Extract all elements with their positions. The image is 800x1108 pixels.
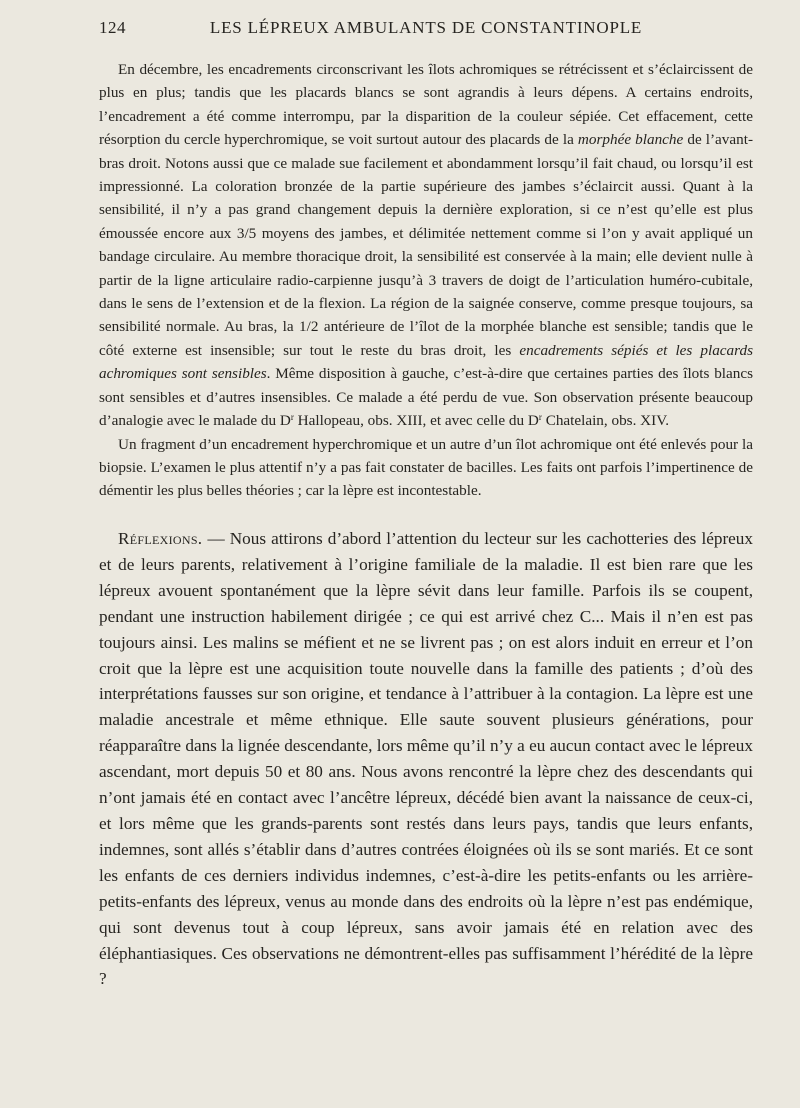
observation-paragraph-2: Un fragment d’un encadrement hyperchromique et un autre d’un îlot achromique ont été enlevés pour la biopsie. L’examen le plus attentif n’y a pas fait constater de bacilles. Les faits ont parfois l’impertinence de démentir les plus belles théories ; car la lèpre est incontestable.: [99, 435, 753, 500]
running-head: [99, 18, 753, 44]
italic-phrase: encadrements sépiés et les placards achromiques sont sensibles: [99, 341, 753, 383]
reflexions-heading: Réflexions.: [118, 529, 203, 548]
observation-text: [99, 58, 753, 503]
text-run: de l’avant-bras droit. Notons aussi que ce malade sue facilement et abondamment lorsqu’il fait chaud, ou lorsqu’il est impressionné. La coloration bronzée de la partie supérieure des jambes s’éclaircit aussi. Quant à la sensibilité, il n’y a pas grand changement depuis la dernière exploration, si ce n’est qu’elle est plus émoussée encore aux 3/5 moyens des jambes, et délimitée nettement comme si l’on y avait appliqué un bandage circulaire. Au membre thoracique droit, la sensibilité est conservée à la main; elle devient nulle à partir de la ligne articulaire radio-carpienne jusqu’à 3 travers de doigt de l’articulation huméro-cubitale, dans le sens de l’extension et de la flexion. La région de la saignée conserve, comme presque toujours, sa sensibilité normale. Au bras, la 1/2 antérieure de l’îlot de la morphée blanche est sensible; tandis que le côté externe est insensible; sur tout le reste du bras droit, les: [99, 131, 754, 359]
text-run: . Même disposition à gauche, c’est-à-dire que certaines parties des îlots blancs sont sensibles et d’autres insensibles. Ce malade a été perdu de vue. Son observation présente beaucoup d’analogie avec le malade du D: [99, 365, 753, 430]
running-title: LES LÉPREUX AMBULANTS DE CONSTANTINOPLE: [209, 18, 643, 37]
page-number: 124: [99, 18, 126, 37]
observation-paragraph-1: [99, 58, 753, 433]
reflexions-body: — Nous attirons d’abord l’attention du lecteur sur les cachotteries des lépreux et de leurs parents, relativement à l’origine familiale de la maladie. Il est bien rare que les lépreux avouent spontanément que la lèpre sévit dans leur famille. Parfois ils se coupent, pendant une instruction habilement dirigée ; ce qui est arrivé chez C... Mais il n’en est pas toujours ainsi. Les malins se méfient et ne se livrent pas ; on est alors induit en erreur et l’on croit que la lèpre est une acquisition toute nouvelle dans la famille des patients ; d’où des interprétations fausses sur son origine, et tendance à l’attribuer à la contagion. La lèpre est une maladie ancestrale et même ethnique. Elle saute souvent plusieurs générations, pour réapparaître dans la lignée descendante, lors même qu’il n’y a eu aucun contact avec le lépreux ascendant, mort depuis 50 et 80 ans. Nous avons rencontré la lèpre chez des descendants qui n’ont jamais été en contact avec l’ancêtre lépreux, décédé bien avant la naissance de ceux-ci, et lors même que les grands-parents sont restés dans leurs pays, tandis que leurs enfants, indemnes, sont allés s’établir dans d’autres contrées éloignées où ils se sont mariés. Et ce sont les enfants de ces derniers individus indemnes, c’est-à-dire les petits-enfants ou les arrière-petits-enfants des lépreux, venus au monde dans des endroits où la lèpre n’est pas endémique, qui sont devenus tout à coup lépreux, sans avoir jamais été en relation avec des éléphantiasiques. Ces observations ne démontrent-elles pas suffisamment l’hérédité de la lèpre ?: [99, 529, 753, 989]
text-run: En décembre, les encadrements circonscrivant les îlots achromiques se rétrécissent et s’éclaircissent de plus en plus; tandis que les placards blancs se sont agrandis à leurs dépens. A certains endroits, l’encadrement a été comme interrompu, par la disparition de la couleur sépiée. Cet effacement, cette résorption du cercle hyperchromique, se voit surtout autour des placards de la: [99, 61, 753, 149]
superscript: r: [290, 412, 294, 423]
superscript: r: [538, 412, 542, 423]
text-run: Chatelain, obs. XIV.: [541, 412, 670, 430]
reflexions-paragraph: [99, 526, 753, 992]
italic-term: morphée blanche: [577, 131, 684, 149]
reflexions-section: [99, 526, 753, 992]
text-run: Hallopeau, obs. XIII, et avec celle du D: [293, 412, 539, 430]
